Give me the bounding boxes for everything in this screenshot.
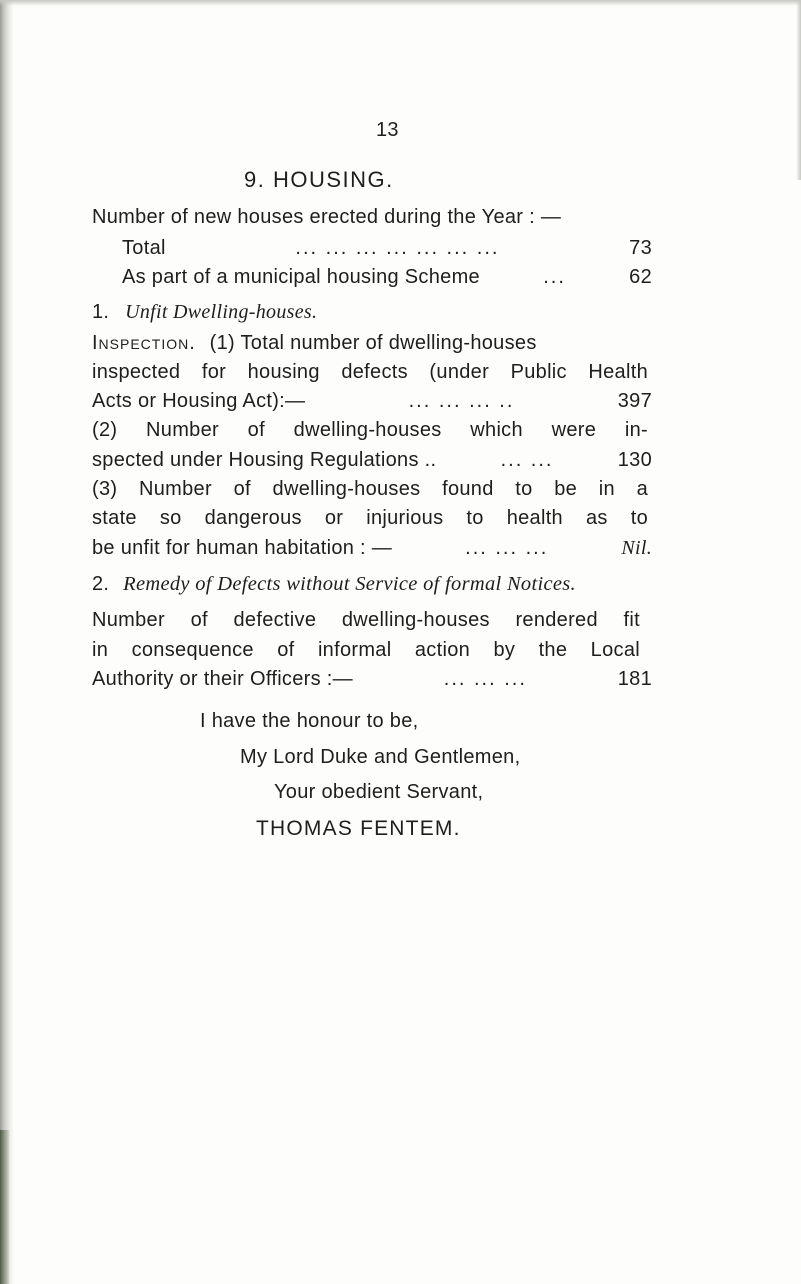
municipal-row [122, 265, 652, 289]
municipal-value: 62 [629, 266, 652, 288]
item2-leader-dots: ... ... [500, 449, 554, 471]
remedy-row [92, 667, 652, 691]
remedy-number: 2. [92, 573, 110, 595]
scan-edge-shadow [0, 0, 14, 1284]
signature: THOMAS FENTEM. [256, 817, 461, 840]
item3-line3: be unfit for human habitation : — [92, 537, 393, 559]
item1-row [92, 389, 652, 413]
section-title: 9. HOUSING. [244, 167, 394, 192]
closing-line2: My Lord Duke and Gentlemen, [240, 746, 521, 768]
unfit-heading: Unfit Dwelling-houses. [125, 301, 318, 323]
total-row [122, 236, 652, 260]
remedy-value: 181 [617, 668, 652, 690]
inspection-label: Inspection. [92, 332, 196, 354]
item1-value: 397 [617, 390, 652, 412]
closing-line1: I have the honour to be, [200, 710, 419, 732]
remedy-line2: in consequence of informal action by the Local [92, 639, 640, 661]
remedy-leader-dots: ... ... ... [443, 668, 527, 690]
total-value: 73 [629, 237, 652, 259]
new-houses-intro: Number of new houses erected during the Year : — [92, 206, 562, 228]
item3-line1: (3) Number of dwelling-houses found to be in a [92, 478, 648, 500]
page-number: 13 [376, 119, 399, 141]
item1-line3: Acts or Housing Act):— [92, 390, 306, 412]
remedy-line1: Number of defective dwelling-houses rendered fit [92, 609, 640, 631]
item1-leader-dots: ... ... ... .. [408, 390, 515, 412]
unfit-number: 1. [92, 301, 110, 323]
item3-leader-dots: ... ... ... [465, 537, 549, 559]
scan-edge-shadow-top [0, 0, 801, 6]
item3-row [92, 536, 652, 560]
scan-edge-shadow-right [796, 0, 801, 180]
total-label: Total [122, 237, 166, 259]
item2-line2: spected under Housing Regulations .. [92, 449, 437, 471]
municipal-leader-dots: ... [543, 266, 566, 288]
item3-value: Nil. [621, 537, 652, 559]
item2-line1: (2) Number of dwelling-houses which were in- [92, 419, 648, 441]
remedy-heading: Remedy of Defects without Service of formal Notices. [123, 573, 576, 595]
item1-line1: (1) Total number of dwelling-houses [209, 332, 537, 354]
unfit-heading-row [92, 300, 317, 324]
total-leader-dots: ... ... ... ... ... ... ... [295, 237, 500, 259]
municipal-label: As part of a municipal housing Scheme [122, 266, 480, 288]
item3-line2: state so dangerous or injurious to health as to [92, 507, 648, 529]
scan-edge-shadow-bottom [0, 1130, 10, 1284]
item2-row [92, 448, 652, 472]
item2-value: 130 [617, 449, 652, 471]
closing-line3: Your obedient Servant, [274, 781, 484, 803]
remedy-heading-row [92, 572, 654, 596]
item1-line2: inspected for housing defects (under Public Health [92, 361, 648, 383]
inspection-row [92, 331, 652, 355]
remedy-line3: Authority or their Officers :— [92, 668, 353, 690]
